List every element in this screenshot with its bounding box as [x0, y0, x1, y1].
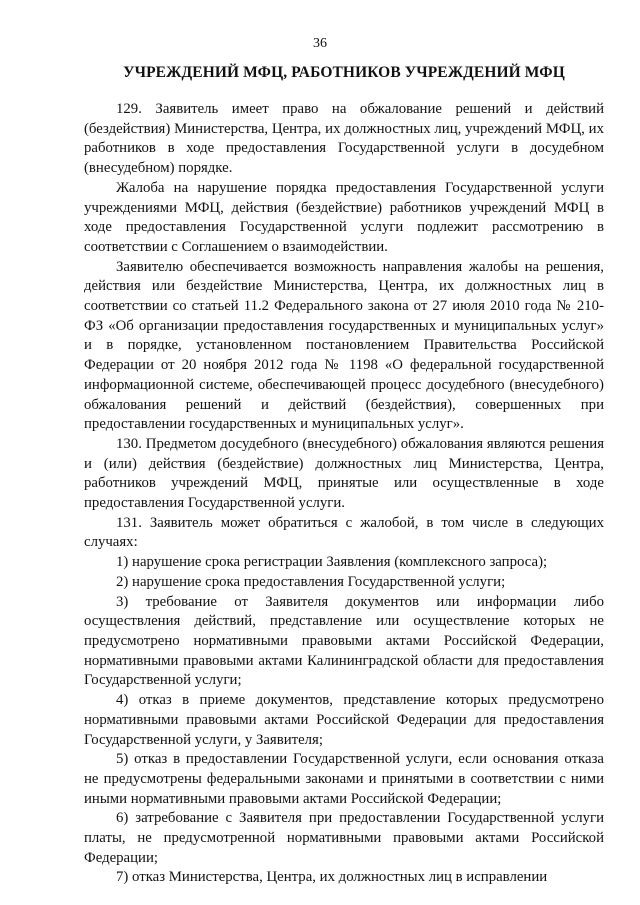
paragraph-131: 131. Заявитель может обратиться с жалобой, в том числе в следующих случаях:	[84, 514, 604, 551]
list-item-1: 1) нарушение срока регистрации Заявления (комплексного запроса);	[116, 554, 548, 571]
list-item-5: 5) отказ в предоставлении Государственной услуги, если основания отказа не предусмотрены федеральными законами и принятыми в соответствии с ними иными нормативными правовыми актами Российской Федерации;	[84, 751, 604, 807]
list-item-2: 2) нарушение срока предоставления Государственной услуги;	[116, 573, 506, 590]
paragraph-130: 130. Предметом досудебного (внесудебного) обжалования являются решения и (или) действия (бездействие) должностных лиц Министерства, Центра, работников учреждений МФЦ, принятые или осуществленные в ходе предоставления Государственной услуги.	[84, 435, 604, 512]
list-item-4: 4) отказ в приеме документов, представление которых предусмотрено нормативными правовыми актами Российской Федерации для предоставления Государственной услуги, у Заявителя;	[84, 692, 604, 748]
document-body	[84, 100, 604, 888]
paragraph-129: 129. Заявитель имеет право на обжалование решений и действий (бездействия) Министерства, Центра, их должностных лиц, учреждений МФЦ, их работников в ходе предоставления Государственной услуги в досудебном (внесудебном) порядке.	[84, 101, 604, 177]
paragraph-applicant-right: Заявителю обеспечивается возможность направления жалобы на решения, действия или бездействие Министерства, Центра, их должностных лиц в соответствии со статьей 11.2 Федерального закона от 27 июля 2010 года № 210-ФЗ «Об организации предоставления государственных и муниципальных услуг» и в порядке, установленном постановлением Правительства Российской Федерации от 20 ноября 2012 года № 1198 «О федеральной государственной информационной системе, обеспечивающей процесс досудебного (внесудебного) обжалования решений и действий (бездействия), совершенных при предоставлении государственных и муниципальных услуг».	[84, 258, 604, 433]
paragraph-complaint-mfc: Жалоба на нарушение порядка предоставления Государственной услуги учреждениями МФЦ, действия (бездействие) работников учреждений МФЦ в ходе предоставления Государственной услуги подлежит рассмотрению в соответствии с Соглашением о взаимодействии.	[84, 179, 604, 255]
list-item-6: 6) затребование с Заявителя при предоставлении Государственной услуги платы, не предусмотренной нормативными правовыми актами Российской Федерации;	[84, 810, 604, 866]
section-heading: УЧРЕЖДЕНИЙ МФЦ, РАБОТНИКОВ УЧРЕЖДЕНИЙ МФЦ	[123, 64, 565, 81]
page-number: 36	[313, 36, 327, 51]
list-item-7: 7) отказ Министерства, Центра, их должностных лиц в исправлении	[116, 869, 548, 886]
list-item-3: 3) требование от Заявителя документов или информации либо осуществления действий, представление или осуществление которых не предусмотрено нормативными правовыми актами Российской Федерации, нормативными правовыми актами Калининградской области для предоставления Государственной услуги;	[84, 593, 604, 689]
